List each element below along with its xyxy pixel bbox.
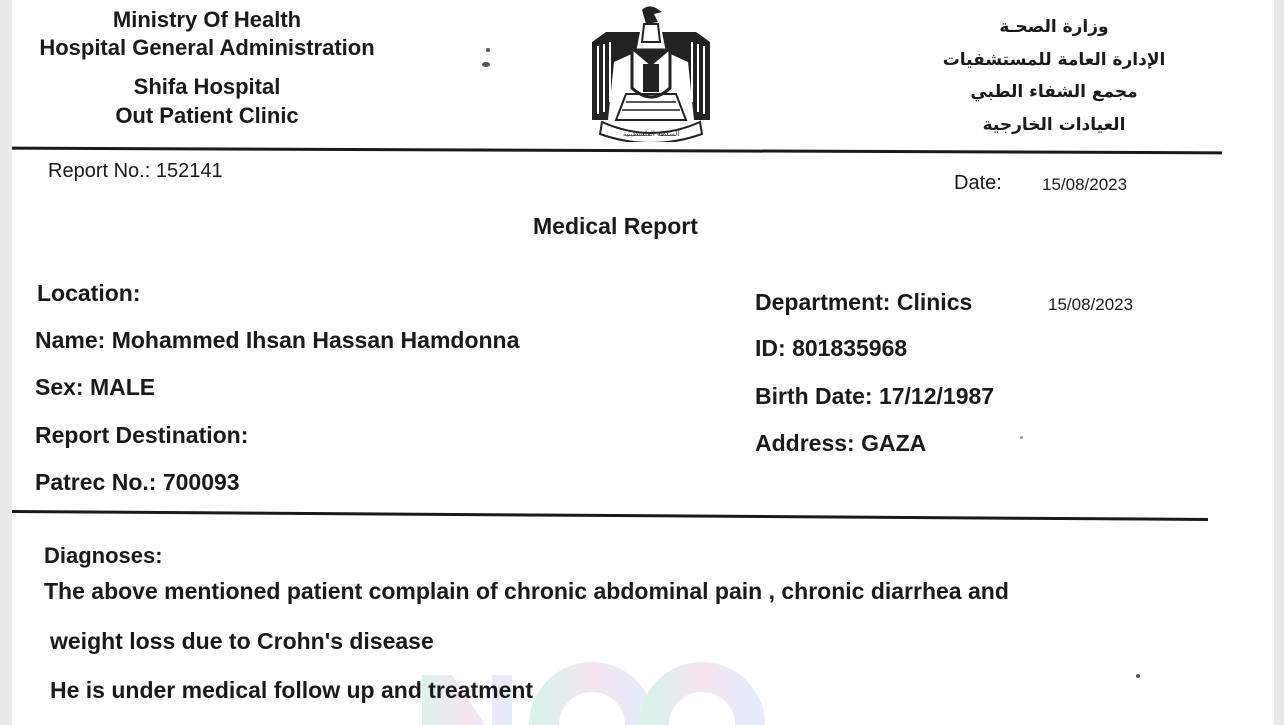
ink-speck	[486, 48, 490, 52]
department-label: Department:	[755, 289, 891, 315]
header-clinic: Out Patient Clinic	[115, 103, 299, 128]
header-hospital-arabic: مجمع الشفاء الطبي	[970, 82, 1138, 102]
patient-name-label: Name:	[35, 327, 106, 353]
patient-sex-value: MALE	[89, 374, 156, 400]
header-hospital: Shifa Hospital	[133, 74, 281, 99]
patrec-label: Patrec No.:	[35, 469, 157, 495]
ink-speck	[1136, 674, 1140, 678]
patient-name-value: Mohammed Ihsan Hassan Hamdonna	[111, 327, 520, 353]
report-number-value: 152141	[155, 160, 223, 182]
header-ministry: Ministry Of Health	[112, 7, 302, 32]
document-page	[12, 0, 1274, 725]
birth-date	[755, 383, 994, 410]
ink-speck	[1020, 436, 1023, 439]
patient-sex	[35, 374, 155, 401]
report-destination-label: Report Destination:	[35, 422, 249, 448]
report-title: Medical Report	[533, 213, 698, 239]
patient-id-label: ID:	[755, 335, 786, 361]
patrec-value: 700093	[162, 469, 240, 495]
address	[755, 430, 926, 457]
patient-id	[755, 335, 907, 362]
header-divider	[12, 147, 1222, 155]
header-administration: Hospital General Administration	[39, 35, 375, 60]
patient-sex-label: Sex:	[35, 374, 84, 400]
eagle-emblem-icon	[586, 2, 716, 142]
report-date-value: 15/08/2023	[1042, 175, 1128, 194]
patient-name	[35, 327, 519, 354]
location-label: Location:	[37, 280, 141, 306]
section-divider	[12, 510, 1208, 521]
birth-date-label: Birth Date:	[755, 383, 873, 409]
patrec-number	[35, 469, 240, 496]
header-administration-arabic: الإدارة العامة للمستشفيات	[942, 50, 1166, 70]
report-number	[48, 160, 223, 183]
diagnoses-line-2: weight loss due to Crohn's disease	[50, 628, 434, 654]
header-clinic-arabic: العيادات الخارجية	[982, 115, 1126, 135]
address-label: Address:	[755, 430, 855, 456]
address-value: GAZA	[861, 430, 927, 456]
diagnoses-label: Diagnoses:	[44, 543, 163, 568]
diagnoses-line-1: The above mentioned patient complain of chronic abdominal pain , chronic diarrhea and	[44, 578, 1009, 604]
ink-speck	[482, 62, 490, 67]
svg-text:السلطة الفلسطينية: السلطة الفلسطينية	[622, 130, 680, 138]
birth-date-value: 17/12/1987	[878, 383, 995, 409]
report-number-label: Report No.:	[48, 160, 151, 182]
header-ministry-arabic: وزارة الصحـة	[999, 17, 1109, 37]
department	[755, 289, 972, 316]
department-value: Clinics	[896, 289, 973, 315]
diagnoses-line-3: He is under medical follow up and treatment	[50, 677, 534, 703]
report-date-label: Date:	[954, 172, 1002, 194]
patient-id-value: 801835968	[792, 335, 908, 361]
department-date: 15/08/2023	[1048, 295, 1134, 314]
